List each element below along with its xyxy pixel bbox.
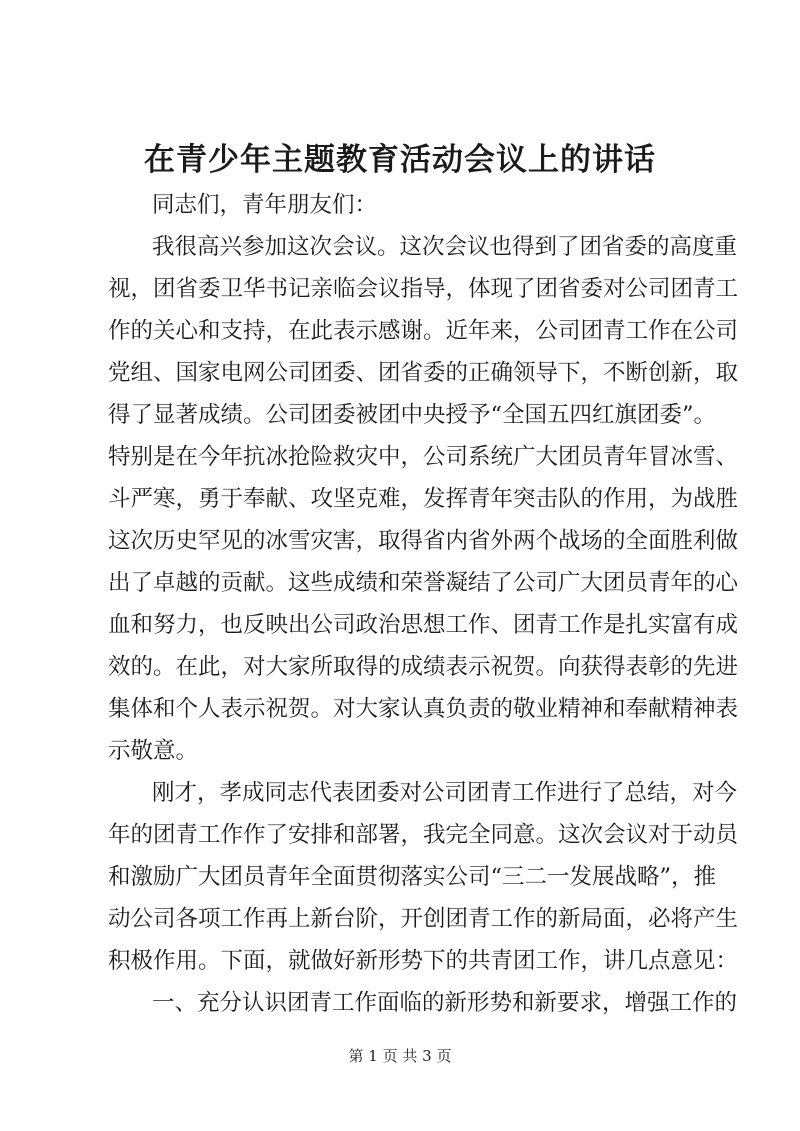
paragraph-line: 血和努力，也反映出公司政治思想工作、团青工作是扎实富有成 xyxy=(108,612,739,638)
paragraph-line: 年的团青工作作了安排和部署，我完全同意。这次会议对于动员 xyxy=(108,822,739,848)
paragraph-line: 斗严寒，勇于奉献、攻坚克难，发挥青年突击队的作用，为战胜 xyxy=(108,486,739,512)
paragraph-line: 和激励广大团员青年全面贯彻落实公司“三二一发展战略”，推 xyxy=(108,864,717,890)
paragraph-line: 效的。在此，对大家所取得的成绩表示祝贺。向获得表彰的先进 xyxy=(108,654,739,680)
paragraph-line: 我很高兴参加这次会议。这次会议也得到了团省委的高度重 xyxy=(152,234,738,260)
paragraph-line: 这次历史罕见的冰雪灾害，取得省内省外两个战场的全面胜利做 xyxy=(108,528,739,554)
document-title: 在青少年主题教育活动会议上的讲话 xyxy=(144,142,656,178)
paragraph-line: 党组、国家电网公司团委、团省委的正确领导下，不断创新，取 xyxy=(108,360,739,386)
paragraph-line: 出了卓越的贡献。这些成绩和荣誉凝结了公司广大团员青年的心 xyxy=(108,570,739,596)
paragraph-line: 动公司各项工作再上新台阶，开创团青工作的新局面，必将产生 xyxy=(108,906,739,932)
paragraph-line: 示敬意。 xyxy=(108,738,199,764)
paragraph-line: 集体和个人表示祝贺。对大家认真负责的敬业精神和奉献精神表 xyxy=(108,696,739,722)
paragraph-line: 积极作用。下面，就做好新形势下的共青团工作，讲几点意见： xyxy=(108,948,739,974)
paragraph-line: 得了显著成绩。公司团委被团中央授予“全国五四红旗团委”。 xyxy=(108,402,717,428)
section-heading-line: 一、充分认识团青工作面临的新形势和新要求，增强工作的 xyxy=(152,990,738,1016)
salutation-line: 同志们，青年朋友们： xyxy=(152,192,378,218)
paragraph-line: 作的关心和支持，在此表示感谢。近年来，公司团青工作在公司 xyxy=(108,318,739,344)
paragraph-line: 刚才，孝成同志代表团委对公司团青工作进行了总结，对今 xyxy=(152,780,738,806)
page-number-footer: 第 1 页 共 3 页 xyxy=(348,1047,452,1065)
paragraph-line: 特别是在今年抗冰抢险救灾中，公司系统广大团员青年冒冰雪、 xyxy=(108,444,739,470)
paragraph-line: 视，团省委卫华书记亲临会议指导，体现了团省委对公司团青工 xyxy=(108,276,739,302)
